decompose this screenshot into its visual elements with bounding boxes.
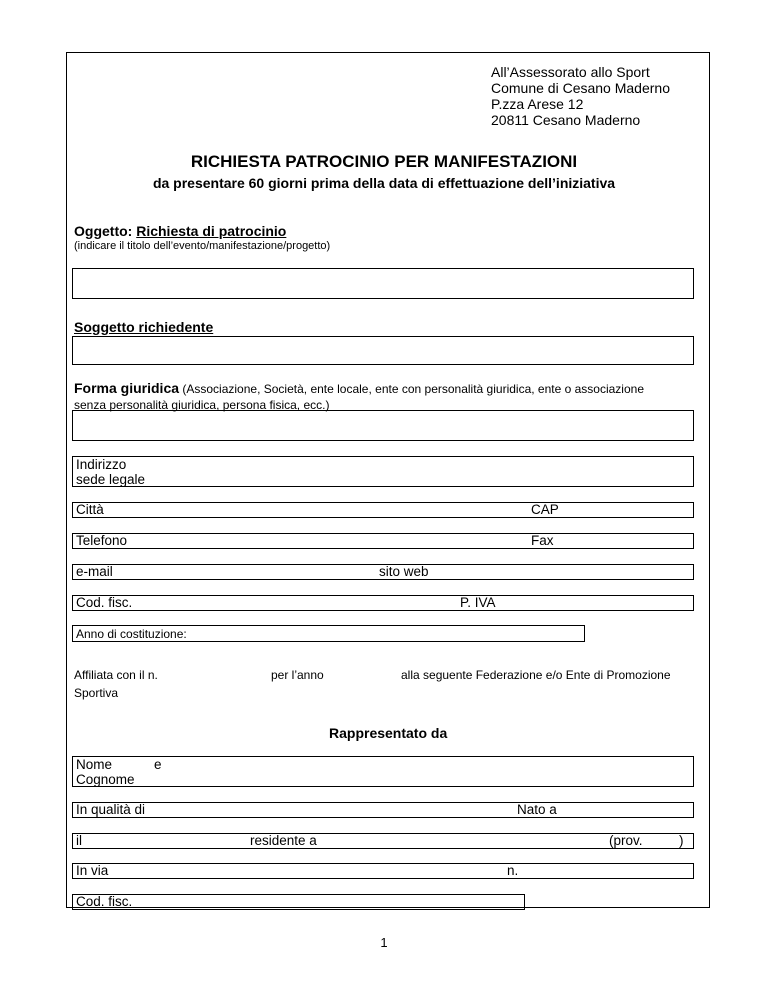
indirizzo-label-line: Indirizzo [76, 457, 127, 472]
qualita-nato-row[interactable] [72, 802, 694, 818]
address-line: Comune di Cesano Maderno [491, 80, 670, 96]
indirizzo-label [76, 457, 145, 487]
indirizzo-label-line: sede legale [76, 472, 146, 487]
il-label: il [76, 833, 82, 848]
telefono-fax-row[interactable] [72, 533, 694, 549]
codfisc-piva-row[interactable] [72, 595, 694, 611]
e-label: e [154, 757, 162, 772]
qualita-label: In qualità di [76, 802, 146, 817]
page-number: 1 [380, 935, 388, 950]
email-label: e-mail [76, 564, 113, 579]
via-row[interactable] [72, 863, 694, 879]
rappresentante-codfisc-input[interactable] [72, 894, 525, 910]
indirizzo-input[interactable] [72, 456, 694, 487]
forma-label: Forma giuridica [74, 380, 180, 396]
affiliata-part4: Sportiva [74, 686, 119, 700]
affiliata-part3: alla seguente Federazione e/o Ente di Promozione [401, 668, 671, 682]
oggetto-value: Richiesta di patrocinio [136, 223, 287, 239]
oggetto-label: Oggetto: [74, 223, 133, 239]
numero-label: n. [507, 863, 519, 878]
residente-label: residente a [250, 833, 317, 848]
sitoweb-label: sito web [379, 564, 429, 579]
affiliata-part1: Affiliata con il n. [74, 668, 158, 682]
forma-input[interactable] [72, 410, 694, 441]
rappresentato-heading: Rappresentato da [329, 725, 448, 741]
recipient-address [491, 64, 670, 128]
page-subtitle: da presentare 60 giorni prima della data di effettuazione dell’iniziativa [152, 175, 616, 191]
natoa-label: Nato a [517, 802, 557, 817]
soggetto-label: Soggetto richiedente [74, 319, 214, 335]
address-line: P.zza Arese 12 [491, 96, 584, 112]
prov-close: ) [679, 833, 684, 848]
anno-label: Anno di costituzione: [76, 627, 187, 641]
nascita-residenza-row[interactable] [72, 833, 694, 849]
fax-label: Fax [531, 533, 554, 548]
oggetto-input[interactable] [72, 268, 694, 299]
soggetto-input[interactable] [72, 336, 694, 365]
citta-cap-row[interactable] [72, 502, 694, 518]
cap-label: CAP [531, 502, 559, 517]
cognome-label: Cognome [76, 772, 135, 787]
citta-label: Città [76, 502, 104, 517]
nome-cognome-input[interactable] [72, 756, 694, 787]
forma-hint-2: senza personalità giuridica, persona fisica, ecc.) [74, 398, 330, 412]
codfisc-label: Cod. fisc. [76, 595, 133, 610]
forma-heading [74, 379, 708, 398]
rappresentante-codfisc-label: Cod. fisc. [76, 894, 133, 909]
oggetto-heading [74, 223, 286, 239]
address-line: 20811 Cesano Maderno [491, 112, 641, 128]
piva-label: P. IVA [460, 595, 496, 610]
telefono-label: Telefono [76, 533, 128, 548]
page-title: RICHIESTA PATROCINIO PER MANIFESTAZIONI [190, 152, 578, 171]
prov-label: (prov. [609, 833, 643, 848]
nome-label: Nome [76, 757, 113, 772]
via-label: In via [76, 863, 109, 878]
oggetto-hint: (indicare il titolo dell’evento/manifestazione/progetto) [74, 240, 331, 252]
forma-hint: (Associazione, Società, ente locale, ente con personalità giuridica, ente o associazione [182, 382, 644, 396]
affiliata-part2: per l’anno [271, 668, 324, 682]
address-line: All’Assessorato allo Sport [491, 64, 650, 80]
